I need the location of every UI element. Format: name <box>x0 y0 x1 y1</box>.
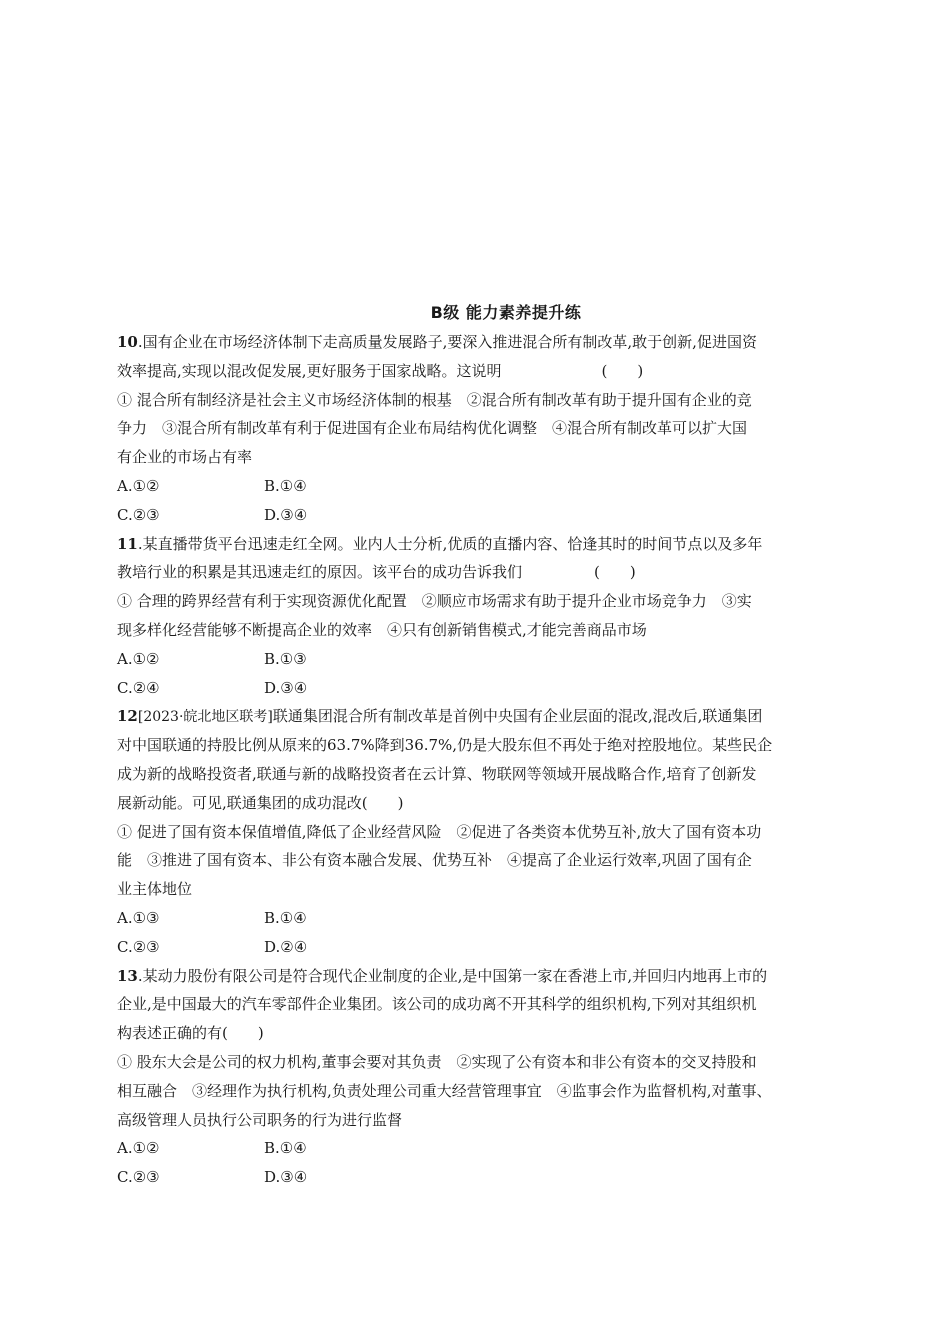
statement-line: ① 合理的跨界经营有利于实现资源优化配置 ②顺应市场需求有助于提升企业市场竞争力 ③实 <box>117 592 752 611</box>
answer-bracket: ( ) <box>594 563 636 582</box>
option-d[interactable]: D.③④ <box>264 678 308 697</box>
question-stem-line: 教培行业的积累是其迅速走红的原因。该平台的成功告诉我们 ( ) <box>117 558 837 587</box>
question-12 <box>117 702 837 961</box>
question-stem-line: 12[2023·皖北地区联考]联通集团混合所有制改革是首例中央国有企业层面的混改,混改后,联通集团 <box>117 707 763 726</box>
question-stem-line: 展新动能。可见,联通集团的成功混改( ) <box>117 789 837 818</box>
statement-line: ① 促进了国有资本保值增值,降低了企业经营风险 ②促进了各类资本优势互补,放大了国有资本功 <box>117 822 762 841</box>
section-title: B级 能力素养提升练 <box>430 303 582 322</box>
option-d[interactable]: D.③④ <box>264 505 308 524</box>
option-a[interactable]: A.①② <box>117 1139 160 1158</box>
option-a[interactable]: A.①② <box>117 476 160 495</box>
statement-line: 争力 ③混合所有制改革有利于促进国有企业布局结构优化调整 ④混合所有制改革可以扩大国 <box>117 419 748 438</box>
statement-line: 能 ③推进了国有资本、非公有资本融合发展、优势互补 ④提高了企业运行效率,巩固了国有企 <box>117 851 752 870</box>
answer-bracket: ( ) <box>361 793 404 812</box>
question-stem-line: 构表述正确的有( ) <box>117 1019 837 1048</box>
question-stem-line: 企业,是中国最大的汽车零部件企业集团。该公司的成功离不开其科学的组织机构,下列对其组织机 <box>117 995 757 1014</box>
option-c[interactable]: C.②③ <box>117 505 160 524</box>
question-stem-line: 13.某动力股份有限公司是符合现代企业制度的企业,是中国第一家在香港上市,并回归内地再上市的 <box>117 966 768 985</box>
question-number: 11 <box>117 534 138 553</box>
question-number: 13 <box>117 966 138 985</box>
question-stem-line: 效率提高,实现以混改促发展,更好服务于国家战略。这说明 ( ) <box>117 357 837 386</box>
question-number: 12 <box>117 707 138 726</box>
question-13 <box>117 962 837 1192</box>
statement-line: ① 混合所有制经济是社会主义市场经济体制的根基 ②混合所有制改革有助于提升国有企业的竞 <box>117 390 752 409</box>
option-a[interactable]: A.①② <box>117 649 160 668</box>
option-b[interactable]: B.①④ <box>264 476 307 495</box>
option-a[interactable]: A.①③ <box>117 908 160 927</box>
worksheet-page <box>117 300 837 1192</box>
question-number: 10 <box>117 333 138 351</box>
option-c[interactable]: C.②③ <box>117 937 160 956</box>
answer-options <box>117 645 837 703</box>
statement-line: 有企业的市场占有率 <box>117 448 253 467</box>
option-c[interactable]: C.②④ <box>117 678 160 697</box>
option-d[interactable]: D.③④ <box>264 1168 308 1187</box>
question-10 <box>117 328 837 530</box>
statement-line: 高级管理人员执行公司职务的行为进行监督 <box>117 1110 403 1129</box>
option-c[interactable]: C.②③ <box>117 1168 160 1187</box>
question-source: [2023·皖北地区联考] <box>137 709 273 726</box>
question-stem-line: 成为新的战略投资者,联通与新的战略投资者在云计算、物联网等领域开展战略合作,培育了创新发 <box>117 764 757 783</box>
answer-options <box>117 1134 837 1192</box>
question-stem-line: 对中国联通的持股比例从原来的63.7%降到36.7%,仍是大股东但不再处于绝对控股地位。某些民企 <box>117 736 773 755</box>
question-11 <box>117 530 837 703</box>
answer-options <box>117 472 837 530</box>
question-stem-line: 11.某直播带货平台迅速走红全网。业内人士分析,优质的直播内容、恰逢其时的时间节点以及多年 <box>117 534 763 553</box>
answer-bracket: ( ) <box>222 1024 264 1043</box>
statement-line: 业主体地位 <box>117 880 193 899</box>
option-b[interactable]: B.①③ <box>264 649 307 668</box>
option-b[interactable]: B.①④ <box>264 1139 307 1158</box>
statement-line: 现多样化经营能够不断提高企业的效率 ④只有创新销售模式,才能完善商品市场 <box>117 620 647 639</box>
answer-options <box>117 904 837 962</box>
option-d[interactable]: D.②④ <box>264 937 308 956</box>
statement-line: ① 股东大会是公司的权力机构,董事会要对其负责 ②实现了公有资本和非公有资本的交叉持股和 <box>117 1052 757 1071</box>
option-b[interactable]: B.①④ <box>264 908 307 927</box>
statement-line: 相互融合 ③经理作为执行机构,负责处理公司重大经营管理事宜 ④监事会作为监督机构,对董事、 <box>117 1081 772 1100</box>
question-stem-line: 10.国有企业在市场经济体制下走高质量发展路子,要深入推进混合所有制改革,敢于创新,促进国资 <box>117 333 757 351</box>
answer-bracket: ( ) <box>601 361 644 380</box>
